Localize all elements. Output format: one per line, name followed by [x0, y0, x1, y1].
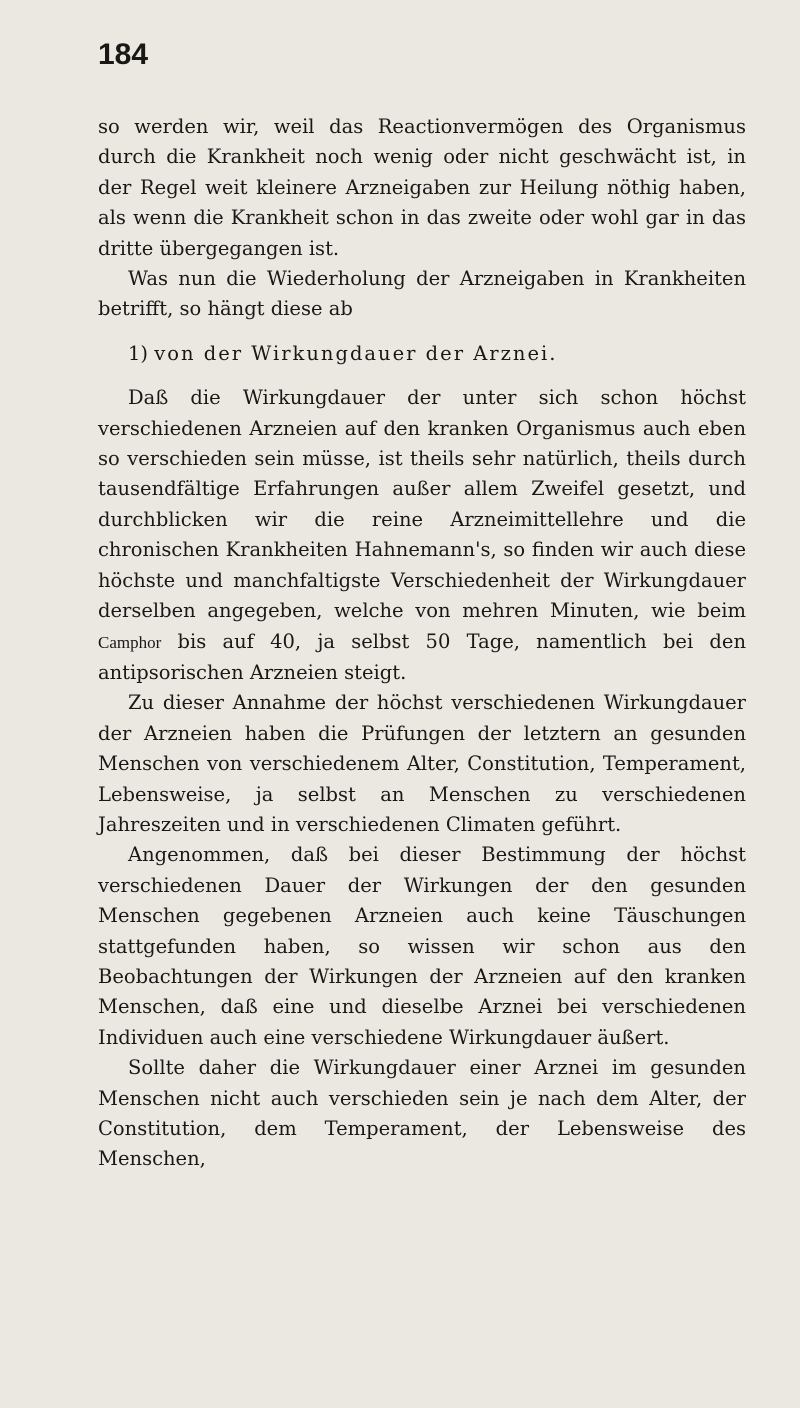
paragraph-question: Sollte daher die Wirkungdauer einer Arznei im gesunden Menschen nicht auch verschieden sein je nach dem Alter, der Constitution, dem Temperament, der Lebensweise des Menschen, — [98, 1056, 746, 1171]
camphor-term: Camphor — [98, 632, 162, 652]
section-heading — [98, 339, 746, 369]
paragraph-repetition-intro: Was nun die Wiederholung der Arzneigaben in Krankheiten betrifft, so hängt diese ab — [98, 267, 746, 321]
section-heading-text: von der Wirkungdauer der Arznei. — [154, 341, 558, 365]
paragraph-assumption: Zu dieser Annahme der höchst verschiedenen Wirkungdauer der Arzneien haben die Prüfungen der letztern an gesunden Menschen von verschiedenem Alter, Constitution, Temperament, Lebensweise, ja selbst an Menschen zu verschiedenen Jahreszeiten und in verschiedenen Climaten geführt. — [98, 691, 746, 836]
paragraph-supposed: Angenommen, daß bei dieser Bestimmung der höchst verschiedenen Dauer der Wirkungen der den gesunden Menschen gegebenen Arzneien auch keine Täuschungen stattgefunden haben, so wissen wir schon aus den Beobachtungen der Wirkungen der Arzneien auf den kranken Menschen, daß eine und dieselbe Arznei bei verschiedenen Individuen auch eine verschiedene Wirkungdauer äußert. — [98, 843, 746, 1049]
body-text — [98, 112, 746, 1175]
page-number: 184 — [98, 38, 149, 71]
paragraph-duration — [98, 383, 746, 688]
section-heading-number: 1) — [128, 341, 149, 365]
paragraph-duration-part1: Daß die Wirkungdauer der unter sich schon höchst verschiedenen Arzneien auf den kranken Organismus auch eben so verschieden sein müsse, ist theils sehr natürlich, theils durch tausendfältige Erfahrungen außer allem Zweifel gesetzt, und durchblicken wir die reine Arzneimittellehre und die chronischen Krankheiten Hahnemann's, so finden wir auch diese höchste und manchfaltigste Verschiedenheit der Wirkungdauer derselben angegeben, welche von mehren Minuten, wie beim — [98, 386, 746, 623]
paragraph-continuation: so werden wir, weil das Reactionvermögen des Organismus durch die Krankheit noch wenig oder nicht geschwächt ist, in der Regel weit kleinere Arzneigaben zur Heilung nöthig haben, als wenn die Krankheit schon in das zweite oder wohl gar in das dritte übergegangen ist. — [98, 115, 746, 260]
paragraph-duration-part2: bis auf 40, ja selbst 50 Tage, namentlich bei den antipsorischen Arzneien steigt. — [98, 629, 747, 684]
